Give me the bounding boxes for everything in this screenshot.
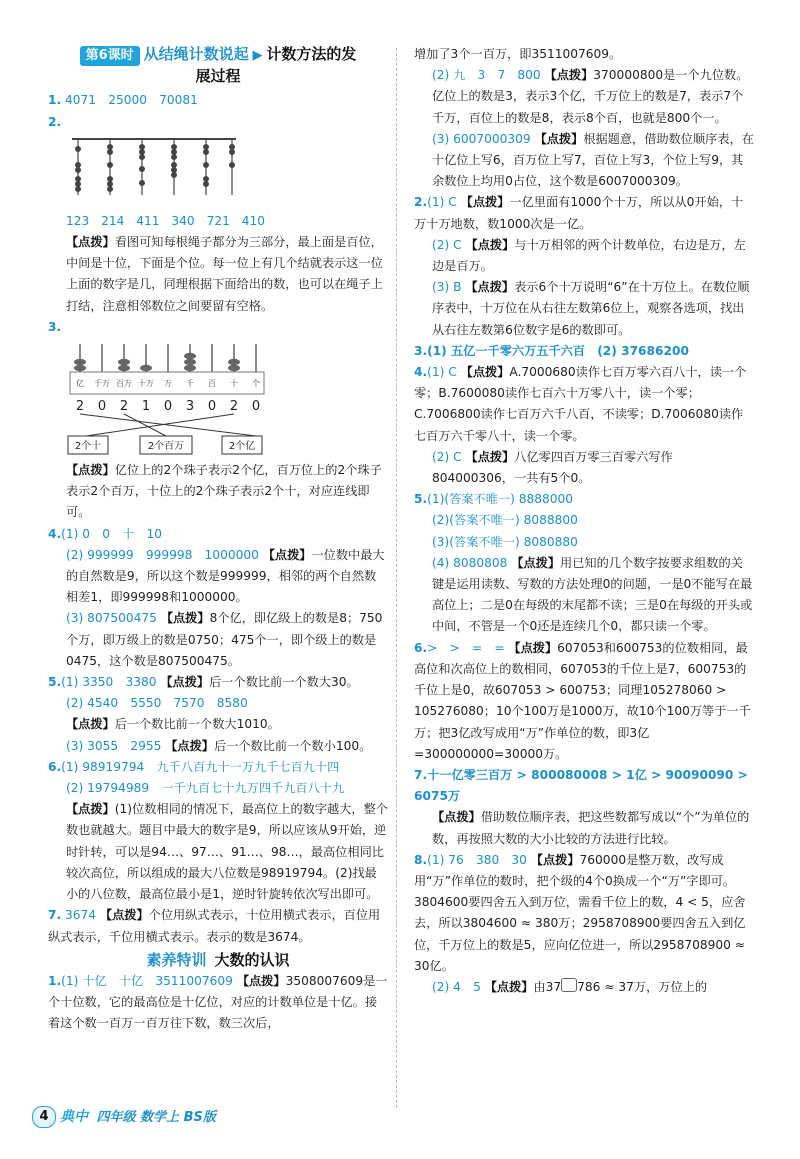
answer-2: 2.: [48, 114, 62, 129]
rope-label: 721: [206, 213, 230, 228]
abacus-digit: 2: [119, 399, 129, 415]
abacus-digit: 0: [97, 399, 107, 415]
place-label: 百万: [116, 379, 132, 389]
tip-3: 【点拨】亿位上的2个珠子表示2个亿，百万位上的2个珠子表示2个百万，十位上的2个珠子表示2个十，对应连线即可。: [66, 463, 382, 520]
place-label: 十万: [138, 379, 154, 389]
abacus-digit: 3: [185, 399, 195, 415]
section-title: 素养特训 大数的认识: [146, 950, 290, 969]
abacus-digit: 1: [141, 399, 151, 415]
special-6: 6.> > = = 【点拨】607053和600753的位数相同，最高位和次高位上的数相同，607053的千位上是7，600753的千位上是0，故607053 > 600753；同理105278060 > 105276080；10个100万是1000万，故10个100万等于一千万；把3亿改写成用“万”作单位的数，即3亿=300000000=30000万。: [414, 640, 751, 761]
column-divider: [396, 48, 397, 1108]
right-column: [414, 44, 754, 998]
knot-rope-figure: [66, 135, 256, 211]
special-2-2: (2) C 【点拨】与十万相邻的两个计数单位，右边是万，左边是百万。: [432, 237, 746, 274]
tip-s7: 【点拨】借助数位顺序表，把这些数都写成以“个”为单位的数，再按照大数的大小比较的方法进行比较。: [432, 810, 750, 846]
brand-logo: 典中: [60, 1109, 88, 1125]
rope-label: 214: [101, 213, 125, 228]
book-info: 四年级 数学上 BS版: [96, 1110, 216, 1125]
tip-2: 【点拨】看图可知每根绳子都分为三部分，最上面是百位，中间是十位，下面是个位。每一位上有几个结就表示这一位上面的数字是几，同理根据下面给出的数，也可以在绳子上打结，注意相邻数位之间要留有空格。: [66, 235, 383, 313]
special-2-3: (3) B 【点拨】表示6个十万说明“6”在十万位上。在数位顺序表中，十万位在从右往左数第6位上，观察各选项，找出从右往左数第6位数字是6的数即可。: [432, 280, 750, 337]
special-7: 7.十一亿零三百万 > 800080008 > 1亿 > 90090090 > 6075万: [414, 767, 748, 804]
match-box-label: 2个亿: [228, 441, 256, 453]
place-label: 十: [230, 379, 238, 389]
left-column: [48, 44, 388, 1035]
abacus-digit: 2: [75, 399, 85, 415]
book-brand: [60, 1106, 216, 1129]
match-box-label: 2个百万: [147, 441, 185, 453]
answer-6-1: 6.(1) 98919794 九千八百九十一万九千七百九十四: [48, 759, 340, 774]
special-4-2: (2) C 【点拨】八亿零四百万零三百零六写作804000306，一共有5个0。: [432, 449, 673, 486]
answer-3: 3.: [48, 319, 62, 334]
abacus-digit: 2: [229, 399, 239, 415]
tip-6: 【点拨】(1)位数相同的情况下，最高位上的数字越大，整个数也就越大。题目中最大的数字是9，所以应该从9开始，逆时针转，可以是94…、97…、91…、98…，最高位相同比较次高位，所以组成的最大八位数是98919794。(2)找最小的八位数，最高位最小是1，逆时针旋转依次写出即可。: [66, 802, 388, 902]
answer-5-3: (3) 3055 2955 【点拨】后一个数比前一个数小100。: [66, 738, 372, 753]
lesson-subtitle: 计数方法的发: [266, 45, 357, 63]
lesson-header: [48, 44, 388, 88]
place-label: 千万: [94, 379, 110, 389]
abacus-digit: 0: [163, 399, 173, 415]
blank-box: [561, 978, 577, 992]
answer-1: 1. 4071 25000 70081: [48, 93, 198, 108]
answer-5-2: (2) 4540 5550 7570 8580: [66, 696, 248, 711]
abacus-digit: 0: [207, 399, 217, 415]
answer-7: 7. 3674 【点拨】个位用纵式表示，十位用横式表示，百位用纵式表示，千位用横式表示。表示的数是3674。: [48, 908, 381, 944]
lesson-title: 从结绳计数说起: [143, 45, 249, 63]
answer-6-2: (2) 19794989 一千九百七十九万四千九百八十九: [66, 781, 345, 796]
lesson-subtitle-cont: 展过程: [195, 67, 241, 86]
special-8-1: 8.(1) 76 380 30 【点拨】760000是整万数，改写成用“万”作单位的数时，把个级的4个0换成一个“万”字即可。3804600要四舍五入到万位，需看千位上的数，4 < 5，应舍去，所以3804600 ≈ 380万；2958708900要四舍五入到亿位，千万位上的数是5，应向亿位进一，所以2958708900 ≈ 30亿。: [414, 852, 746, 973]
special-4-1: 4.(1) C 【点拨】A.7000680读作七百万零六百八十，读一个零；B.7600080读作七百六十万零八十，读一个零；C.7006800读作七百万六千八百，不读零；D.7006080读作七百万六千零八十，读一个零。: [414, 365, 747, 443]
special-5-4: (4) 8080808 【点拨】用已知的几个数字按要求组数的关键是运用读数、写数的方法处理0的问题，一是0不能写在最高位上；二是0在每级的末尾都不读；三是0在每级的开头或中间，不管是一个0还是连续几个0，都只读一个零。: [432, 555, 753, 634]
special-1-3: (3) 6007000309 【点拨】根据题意，借助数位顺序表，在十亿位上写6，百万位上写7，百位上写3，个位上写9，其余数位上均用0占位，这个数是6007000309。: [432, 131, 754, 189]
answer-4-2: (2) 999999 999998 1000000 【点拨】一位数中最大的自然数是9，所以这个数是999999，相邻的两个自然数相差1，即999998和1000000。: [66, 547, 385, 605]
tip-5-2: 【点拨】后一个数比前一个数大1010。: [66, 717, 280, 732]
place-label: 千: [186, 379, 194, 389]
special-5-3: (3)(答案不唯一) 8080880: [432, 534, 578, 549]
place-label: 百: [208, 379, 216, 389]
special-1-2: (2) 九 3 7 800 【点拨】370000800是一个九位数。亿位上的数是3，表示3个亿，千万位上的数是7，表示7个千万，百位上的数是8，表示8个百，也就是800个一。: [432, 68, 749, 125]
place-label: 个: [252, 379, 260, 389]
special-5-1: 5.(1)(答案不唯一) 8888000: [414, 492, 573, 507]
answer-4-1: 4.(1) 0 0 十 10: [48, 526, 163, 541]
place-label: 万: [164, 379, 172, 389]
rope-label: 340: [171, 213, 195, 228]
special-2-1: 2.(1) C 【点拨】一亿里面有1000个十万，所以从0开始，十万十万地数，数1000次是一亿。: [414, 195, 744, 231]
abacus-figure: [66, 340, 266, 458]
rope-labels: [48, 211, 388, 232]
play-arrow-icon: ▶: [252, 48, 263, 63]
special-1-cont: 增加了3个一百万，即3511007609。: [414, 47, 622, 61]
match-box-label: 2个十: [74, 441, 102, 453]
special-5-2: (2)(答案不唯一) 8088800: [432, 513, 578, 528]
place-label: 亿: [76, 379, 84, 389]
lesson-tag: 第6课时: [80, 46, 140, 66]
special-8-2: (2) 4 5 【点拨】由37 786 ≈ 37万，万位上的: [432, 979, 708, 994]
page-number: 4: [32, 1106, 56, 1128]
rope-label: 410: [241, 213, 265, 228]
answer-5-1: 5.(1) 3350 3380 【点拨】后一个数比前一个数大30。: [48, 675, 359, 690]
special-1-1: 1.(1) 十亿 十亿 3511007609 【点拨】3508007609是一个十位数，它的最高位是十亿位，对应的计数单位是十亿。接着这个数一百万一百万往下数，数三次后，: [48, 973, 388, 1031]
abacus-digit: 0: [251, 399, 261, 415]
rope-label: 123: [66, 213, 90, 228]
rope-label: 411: [136, 213, 160, 228]
answer-4-3: (3) 807500475 【点拨】8个亿，即亿级上的数是8；750个万，即万级上的数是0750；475个一，即个级上的数是0475，这个数是807500475。: [66, 611, 383, 668]
special-3: 3.(1) 五亿一千零六万五千六百 (2) 37686200: [414, 343, 689, 358]
